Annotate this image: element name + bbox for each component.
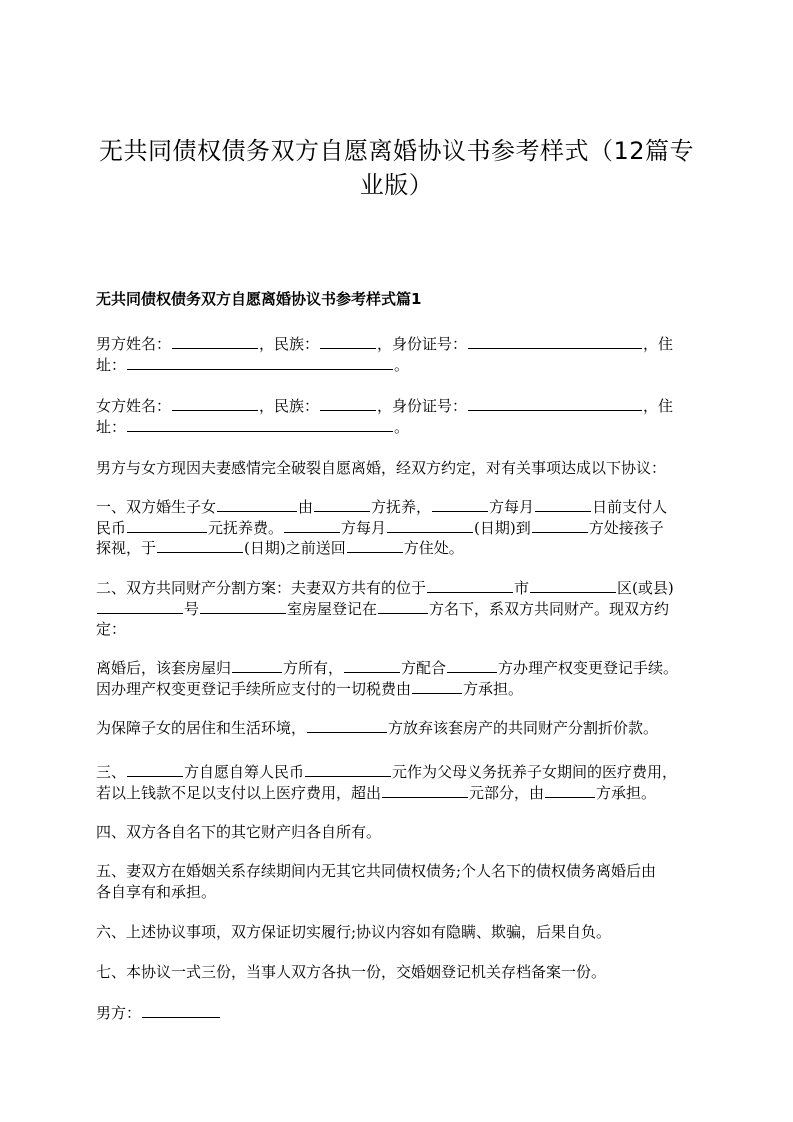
text: 探视，于 [96, 539, 157, 557]
blank[interactable] [314, 497, 370, 512]
blank[interactable] [127, 762, 183, 777]
text: 元抚养费。 [208, 518, 284, 537]
male-addr-blank[interactable] [127, 355, 393, 370]
text: (日期)之前送回 [244, 539, 346, 557]
blank[interactable] [305, 762, 391, 777]
blank[interactable] [217, 497, 297, 512]
text: 二、双方共同财产分割方案：夫妻双方共有的位于 [96, 579, 427, 597]
text: 方办理产权变更登记手续。 [498, 659, 679, 677]
period: 。 [394, 417, 410, 436]
text: 方放弃该套房产的共同财产分割折价款。 [388, 719, 659, 737]
blank[interactable] [97, 599, 183, 614]
title-line-1: 无共同债权债务双方自愿离婚协议书参考样式（12篇专 [98, 137, 695, 165]
section-heading: 无共同债权债务双方自愿离婚协议书参考样式篇1 [96, 290, 422, 308]
text: 元部分，由 [469, 783, 545, 802]
clause-1-paragraph [96, 497, 696, 559]
text: 区(或县) [617, 579, 674, 597]
text: 号 [184, 599, 200, 618]
text: 方配合 [401, 659, 447, 677]
clause-5-paragraph [96, 762, 696, 803]
text: 方每月 [341, 518, 387, 537]
female-addr-blank[interactable] [127, 417, 393, 432]
clause-2-paragraph [96, 578, 696, 640]
clause-7-paragraph [96, 861, 696, 902]
blank[interactable] [378, 599, 428, 614]
female-info-paragraph [96, 396, 696, 437]
clause-4-paragraph [96, 718, 696, 739]
text: 各自享有和承担。 [96, 882, 217, 901]
male-signature-blank[interactable] [142, 1003, 220, 1018]
male-ethnic-label: ，民族： [259, 335, 320, 353]
blank[interactable] [532, 518, 588, 533]
blank[interactable] [284, 518, 340, 533]
blank[interactable] [127, 518, 207, 533]
female-id-label: ，身份证号： [377, 397, 468, 415]
female-id-blank[interactable] [468, 396, 642, 411]
clause-8-paragraph: 六、上述协议事项，双方保证切实履行;协议内容如有隐瞒、欺骗，后果自负。 [96, 923, 612, 941]
text: 民币 [96, 518, 127, 537]
text: 方承担。 [463, 679, 524, 698]
text: 方名下，系双方共同财产。现双方约 [429, 599, 670, 618]
text: 方承担。 [596, 783, 657, 802]
blank[interactable] [200, 599, 286, 614]
text: 为保障子女的居住和生活环境， [96, 719, 307, 737]
text: 元作为父母义务抚养子女期间的医疗费用， [392, 763, 678, 781]
intro-paragraph: 男方与女方现因夫妻感情完全破裂自愿离婚，经双方约定，对有关事项达成以下协议： [96, 459, 667, 477]
text: 方每月 [489, 498, 535, 516]
male-addr-label: ，住 [643, 335, 674, 353]
text: 五、妻双方在婚姻关系存续期间内无其它共同债权债务;个人名下的债权债务离婚后由 [96, 862, 657, 880]
blank[interactable] [382, 783, 468, 798]
male-signature-label: 男方： [96, 1004, 142, 1022]
blank[interactable] [307, 718, 387, 733]
female-ethnic-label: ，民族： [259, 397, 320, 415]
text: 方住处。 [403, 539, 464, 557]
female-ethnic-blank[interactable] [320, 396, 376, 411]
female-name-blank[interactable] [172, 396, 258, 411]
text: 方自愿自筹人民币 [184, 763, 305, 781]
text: 定： [96, 620, 127, 638]
blank[interactable] [427, 578, 513, 593]
female-addr-label: ，住 [643, 397, 674, 415]
text: 三、 [96, 763, 127, 781]
blank[interactable] [347, 538, 403, 553]
clause-3-paragraph [96, 658, 696, 699]
document-title [96, 134, 697, 202]
text: 方抚养， [371, 498, 432, 516]
title-line-2: 业版） [359, 171, 434, 199]
male-addr-label-b: 址： [96, 355, 127, 374]
blank[interactable] [447, 658, 497, 673]
text: 若以上钱款不足以支付以上医疗费用，超出 [96, 783, 382, 802]
text: 室房屋登记在 [287, 599, 378, 618]
blank[interactable] [535, 497, 591, 512]
blank[interactable] [545, 783, 595, 798]
text: (日期)到 [474, 518, 531, 537]
male-id-label: ，身份证号： [377, 335, 468, 353]
blank[interactable] [344, 658, 400, 673]
male-signature-line [96, 1003, 696, 1024]
male-info-paragraph [96, 334, 696, 375]
male-id-blank[interactable] [468, 334, 642, 349]
male-name-label: 男方姓名： [96, 335, 172, 353]
blank[interactable] [530, 578, 616, 593]
text: 方所有， [283, 659, 344, 677]
blank[interactable] [387, 518, 473, 533]
period: 。 [394, 355, 410, 374]
text: 方处接孩子 [588, 518, 664, 537]
text: 日前支付人 [592, 498, 668, 516]
female-addr-label-b: 址： [96, 417, 127, 436]
blank[interactable] [232, 658, 282, 673]
blank[interactable] [157, 538, 243, 553]
male-name-blank[interactable] [172, 334, 258, 349]
blank[interactable] [432, 497, 488, 512]
female-name-label: 女方姓名： [96, 397, 172, 415]
clause-9-paragraph: 七、本协议一式三份，当事人双方各执一份，交婚姻登记机关存档备案一份。 [96, 963, 607, 981]
text: 一、双方婚生子女 [96, 498, 217, 516]
male-ethnic-blank[interactable] [320, 334, 376, 349]
text: 市 [514, 579, 530, 597]
clause-6-paragraph: 四、双方各自名下的其它财产归各自所有。 [96, 823, 382, 841]
blank[interactable] [412, 679, 462, 694]
text: 由 [298, 498, 314, 516]
text: 因办理产权变更登记手续所应支付的一切税费由 [96, 679, 412, 698]
text: 离婚后，该套房屋归 [96, 659, 232, 677]
